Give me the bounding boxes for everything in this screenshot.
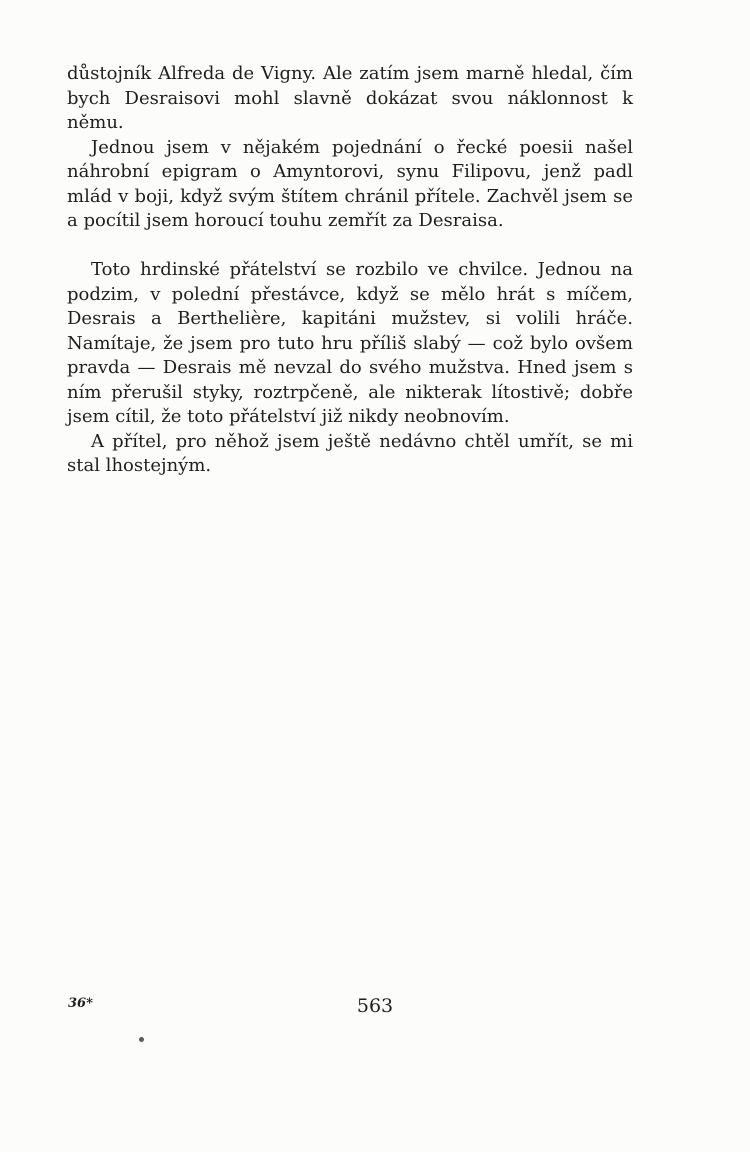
text-section-bottom xyxy=(67,258,633,479)
paragraph-friendship-broken: Toto hrdinské přátelství se rozbilo ve chvilce. Jednou na podzim, v polední přestávce, když se mělo hrát s míčem, Desrais a Berthelière, kapitáni mužstev, si volili hráče. Namítaje, že jsem pro tuto hru příliš slabý — což bylo ovšem pravda — Desrais mě nevzal do svého mužstva. Hned jsem s ním přerušil styky, roztrpčeně, ale nikterak lítostivě; dobře jsem cítil, že toto přátelství již nikdy neobnovím. xyxy=(67,259,633,427)
paragraph-continuation: důstojník Alfreda de Vigny. Ale zatím jsem marně hledal, čím bych Desraisovi mohl slavně dokázat svou náklonnost k němu. xyxy=(67,63,633,133)
paragraph-epigram: Jednou jsem v nějakém pojednání o řecké poesii našel náhrobní epigram o Amyntorovi, synu Filipovu, jenž padl mlád v boji, když svým štítem chránil přítele. Zachvěl jsem se a pocítil jsem horoucí touhu zemřít za Desraisa. xyxy=(67,136,633,231)
text-section-top xyxy=(67,62,633,234)
ink-speck xyxy=(139,1037,144,1042)
page-number: 563 xyxy=(356,995,394,1017)
printer-signature-mark: 36* xyxy=(68,996,93,1011)
paragraph-indifferent: A přítel, pro něhož jsem ještě nedávno chtěl umřít, se mi stal lhostejným. xyxy=(67,430,633,476)
